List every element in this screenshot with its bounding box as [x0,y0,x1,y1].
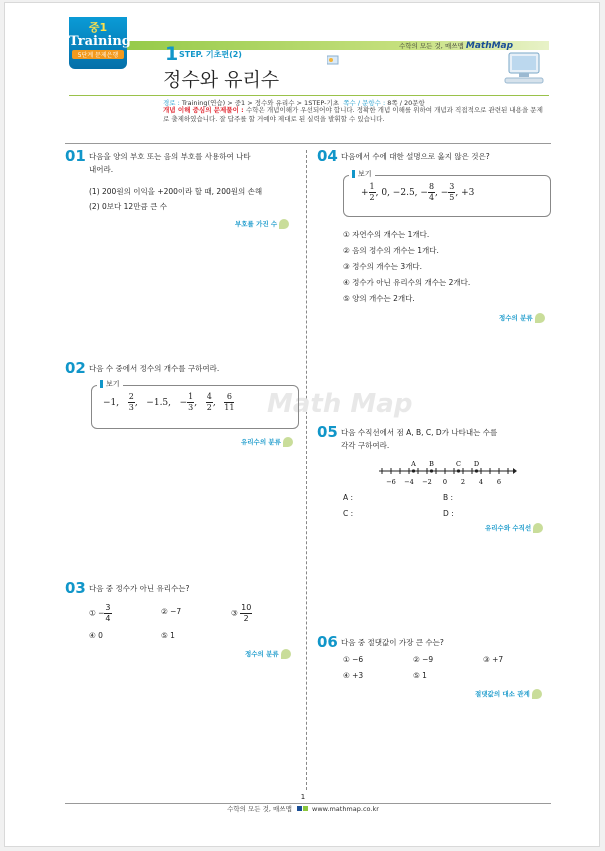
frac-denominator: 11 [224,403,235,412]
step-label: STEP. 기초편(2) [179,50,242,59]
comma: , [212,398,216,408]
brand-logo: MathMap [465,41,514,51]
q2-text: 다음 수 중에서 정수의 개수를 구하여라. [89,364,220,373]
point-a-label: A [411,460,416,468]
q4-choice-5: ⑤ 양의 개수는 2개다. [343,294,415,303]
q6-number: 06 [317,633,338,651]
leaf-icon [279,219,289,229]
small-picture-icon [327,55,339,65]
frac-numerator: 3 [449,182,455,191]
q4-fraction-1 [369,182,376,203]
q6-option-1: ① −6 [343,655,364,664]
description [163,106,549,124]
point-d-marker [475,469,478,472]
q3-option-2: ② −7 [161,607,182,616]
column-divider [306,150,307,790]
q5-topic-tag [485,523,543,533]
leaf-icon [281,649,291,659]
q2-fraction-3 [206,392,213,413]
footer-text: 수학의 모든 것, 매쓰맵 [227,805,292,813]
point-b-label: B [429,460,434,468]
worksheet-page [4,2,600,847]
desc-text: 수학은 개념이해가 우선되어야 합니다. 정확한 개념 이해를 위하여 개념과 직접적으로 관련된 내용을 문제로 출제하였습니다. 잘 답주를 할 거예야 제대로 된 실력을 발휘할 수 있습니다. [163,106,543,123]
q5-number-line [377,459,517,487]
q2-bogi-label: 보기 [97,379,123,389]
brand-text: 수학의 모든 것, 매쓰맵 [399,42,464,50]
q3-topic-tag [245,649,291,659]
q2-fraction-1 [128,392,135,413]
tick-label: −6 [386,478,396,486]
tick-label: −2 [422,478,432,486]
q4-topic-tag [499,313,545,323]
q3-option-1 [89,603,112,624]
q1-topic-label: 부호를 가진 수 [235,220,278,228]
q6-option-3: ③ +7 [483,655,504,664]
frac-denominator: 3 [128,403,134,412]
frac-numerator: 1 [188,392,194,401]
brand [399,41,513,51]
q3-option-4: ④ 0 [89,631,103,640]
q4-values-2: , 0, −2.5, − [375,188,428,198]
frac-denominator: 2 [243,614,249,623]
header-rule [69,95,549,96]
q5-answer-b: B : [443,493,454,502]
plus: + [361,188,369,198]
q4-bogi-label: 보기 [349,169,375,179]
q3-topic-label: 정수의 분류 [245,650,279,658]
q6-text: 다음 중 절댓값이 가장 큰 수는? [341,638,444,647]
q6-topic-tag [475,689,542,699]
q4-number-list [361,182,474,203]
series-sub-label: 5단계 문제은행 [72,50,124,59]
q1-item-1: (1) 200원의 이익을 +200이라 할 때, 200원의 손해 [89,187,263,196]
minus: − [179,398,188,408]
q3-fraction-3 [240,603,252,624]
step-number: 1 [165,43,179,65]
meta-text: 8쪽 / 20문항 [387,99,425,107]
frac-denominator: 5 [449,193,455,202]
meta-label: 쪽수 / 문항수 : [343,99,388,107]
option-marker: ③ [231,608,238,618]
point-d-label: D [473,460,480,468]
q1-text-line1: 다음을 양의 부호 또는 음의 부호를 사용하여 나타 [89,152,251,161]
q4-topic-label: 정수의 분류 [499,314,533,322]
q4-choice-2: ② 음의 정수의 개수는 1개다. [343,246,439,255]
frac-denominator: 4 [105,614,111,623]
frac-denominator: 2 [369,193,375,202]
q5-text [341,426,497,452]
footer-square-icon [297,806,302,811]
watermark: Math Map [267,389,413,419]
q2-topic-label: 유리수의 분류 [241,438,281,446]
q5-topic-label: 유리수와 수직선 [485,524,532,532]
comma: , [194,398,198,408]
q6-option-5: ⑤ 1 [413,671,427,680]
q6-option-2: ② −9 [413,655,434,664]
q1-text-line2: 내어라. [89,165,114,174]
q2-value-1: −1, [103,398,120,408]
footer-square-icon [303,806,308,811]
frac-numerator: 3 [105,603,111,612]
page-title: 정수와 유리수 [163,69,280,91]
tick-label: 0 [442,478,448,486]
leaf-icon [532,689,542,699]
frac-denominator: 3 [188,403,194,412]
frac-denominator: 4 [428,193,435,202]
series-label: Training [69,34,131,49]
leaf-icon [535,313,545,323]
q1-number: 01 [65,147,86,165]
q3-text: 다음 중 정수가 아닌 유리수는? [89,584,190,593]
tick-label: 4 [478,478,484,486]
page-number: 1 [300,793,306,801]
path-prefix: 경로 : [163,99,182,107]
point-a-marker [412,469,415,472]
q3-number: 03 [65,579,86,597]
point-b-marker [430,469,433,472]
q5-answer-a: A : [343,493,354,502]
q6-option-4: ④ +3 [343,671,364,680]
point-c-marker [457,469,460,472]
frac-numerator: 1 [369,182,375,191]
arrow-right [513,468,517,474]
q4-choice-1: ① 자연수의 개수는 1개다. [343,230,430,239]
q4-values-3: , − [435,188,449,198]
desc-label: 개념 이해 중심의 문제풀이 : [163,106,246,114]
q5-text-line1: 다음 수직선에서 점 A, B, C, D가 나타내는 수를 [341,428,498,437]
comma: , [134,398,138,408]
q2-fraction-4 [224,392,234,413]
q4-number: 04 [317,147,338,165]
q4-fraction-2 [428,182,435,203]
frac-numerator: 2 [128,392,134,401]
q3-fraction-1 [104,603,111,624]
leaf-icon [283,437,293,447]
q5-answer-c: C : [343,509,354,518]
content-top-rule [65,143,551,144]
q3-option-5: ⑤ 1 [161,631,175,640]
leaf-icon [533,523,543,533]
q4-choice-4: ④ 정수가 아닌 유리수의 개수는 2개다. [343,278,471,287]
tick-label: 2 [460,478,466,486]
q5-answer-d: D : [443,509,454,518]
q2-topic-tag [241,437,293,447]
q1-item-2: (2) 0보다 12만큼 큰 수 [89,202,167,211]
path-text: Training(연습) > 중1 > 정수와 유리수 > 1STEP-기초 [181,99,340,107]
q2-value-2: −1.5, [146,398,172,408]
frac-numerator: 4 [206,392,212,401]
computer-icon [503,51,547,85]
q5-text-line2: 각각 구하여라. [341,441,390,450]
q2-number-list [103,392,234,413]
q1-topic-tag [235,219,289,229]
q5-number: 05 [317,423,338,441]
q6-topic-label: 절댓값의 대소 관계 [475,690,530,698]
q3-option-3 [231,603,252,624]
q4-values-4: , +3 [455,188,475,198]
footer [5,804,600,813]
q4-text: 다음에서 수에 대한 설명으로 옳지 않은 것은? [341,152,490,161]
q4-choice-3: ③ 정수의 개수는 3개다. [343,262,422,271]
frac-numerator: 10 [241,603,252,612]
point-c-label: C [456,460,461,468]
q1-text [89,150,251,176]
frac-numerator: 6 [224,392,234,403]
tick-label: −4 [404,478,414,486]
q2-number: 02 [65,359,86,377]
grade-label: 중1 [88,21,108,34]
frac-denominator: 2 [206,403,212,412]
option-marker: ① [89,608,96,618]
series-badge [69,17,131,69]
tick-label: 6 [496,478,502,486]
footer-url-link[interactable]: www.mathmap.co.kr [312,805,379,813]
frac-numerator: 8 [428,182,435,191]
minus: − [98,608,105,618]
